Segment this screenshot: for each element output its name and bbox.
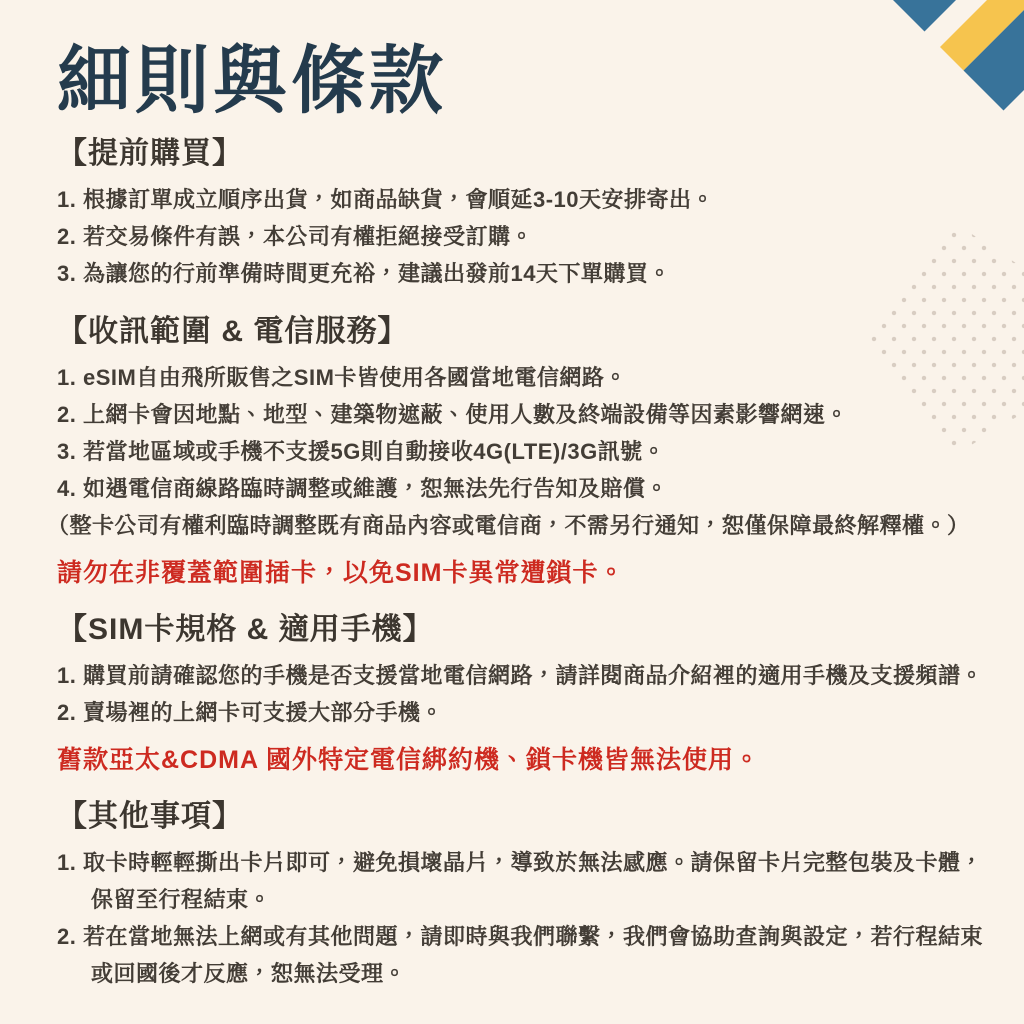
section-sim-spec-phones <box>57 612 996 777</box>
list-item: 4. 如遇電信商線路臨時調整或維護，恕無法先行告知及賠償。 <box>57 475 668 501</box>
section-heading: 【提前購買】 <box>57 136 243 170</box>
section-heading: 【收訊範圍 & 電信服務】 <box>57 314 409 348</box>
list-item: 1. 根據訂單成立順序出貨，如商品缺貨，會順延3-10天安排寄出。 <box>57 186 714 212</box>
list-item: 2. 若交易條件有誤，本公司有權拒絕接受訂購。 <box>57 223 533 249</box>
page-title: 細則與條款 <box>57 39 447 122</box>
section-pre-purchase <box>57 136 996 292</box>
list-item: 3. 為讓您的行前準備時間更充裕，建議出發前14天下單購買。 <box>57 260 671 286</box>
section-other-notes <box>57 799 996 992</box>
section-heading: 【其他事項】 <box>57 799 243 833</box>
section-heading: 【SIM卡規格 & 適用手機】 <box>57 612 434 646</box>
list-item: 1. eSIM自由飛所販售之SIM卡皆使用各國當地電信網路。 <box>57 364 627 390</box>
section-coverage-telecom <box>47 314 996 590</box>
list-item: 2. 賣場裡的上網卡可支援大部分手機。 <box>57 699 443 725</box>
warning-text: 請勿在非覆蓋範圍插卡，以免SIM卡異常遭鎖卡。 <box>57 558 625 587</box>
list-item: 2. 若在當地無法上網或有其他問題，請即時與我們聯繫，我們會協助查詢與設定，若行程結束或回國後才反應，恕無法受理。 <box>57 923 983 986</box>
warning-text: 舊款亞太&CDMA 國外特定電信綁約機、鎖卡機皆無法使用。 <box>57 745 761 774</box>
list-item-note: （整卡公司有權利臨時調整既有商品內容或電信商，不需另行通知，恕僅保障最終解釋權。） <box>47 512 970 538</box>
list-item: 1. 購買前請確認您的手機是否支援當地電信網路，請詳閱商品介紹裡的適用手機及支援頻譜。 <box>57 662 983 688</box>
list-item: 3. 若當地區域或手機不支援5G則自動接收4G(LTE)/3G訊號。 <box>57 438 666 464</box>
list-item: 2. 上網卡會因地點、地型、建築物遮蔽、使用人數及終端設備等因素影響網速。 <box>57 401 848 427</box>
list-item: 1. 取卡時輕輕撕出卡片即可，避免損壞晶片，導致於無法感應。請保留卡片完整包裝及卡體，保留至行程結束。 <box>57 849 983 912</box>
